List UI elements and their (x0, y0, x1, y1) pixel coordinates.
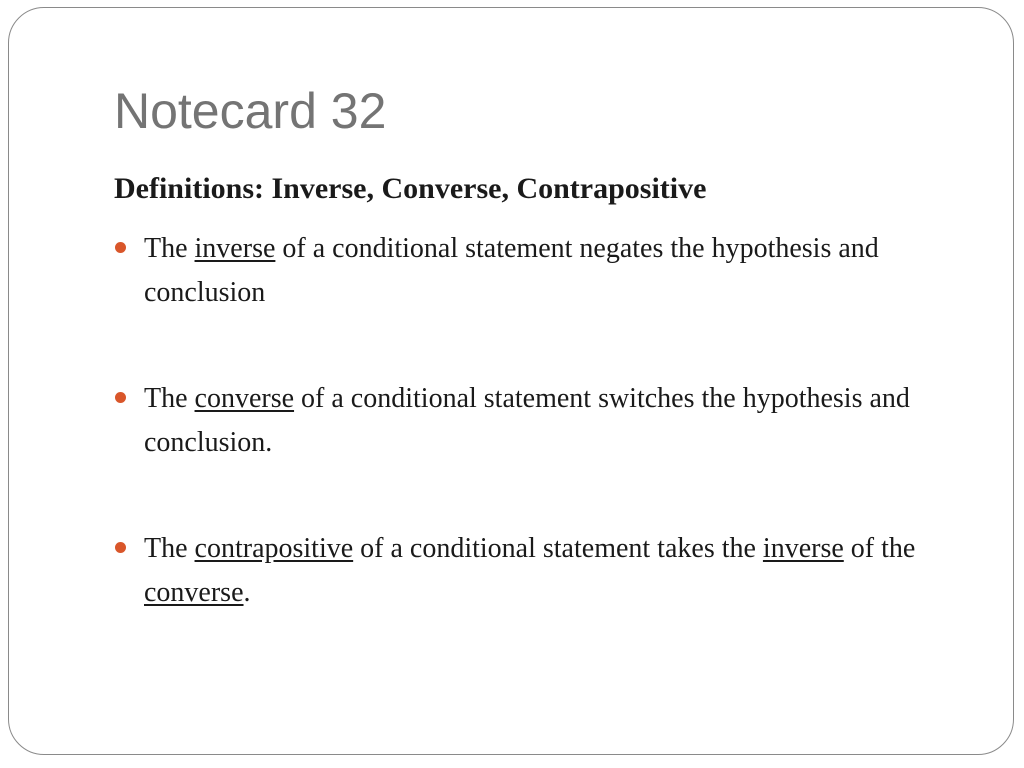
term-inverse: inverse (194, 233, 276, 264)
term-contrapositive: contrapositive (194, 533, 354, 564)
term-converse: converse (194, 383, 295, 414)
bullet-item-inverse (114, 227, 974, 315)
bullet-text: of a conditional statement takes the (353, 533, 763, 564)
bullet-text: of a conditional statement switches the hypothesis and conclusion. (144, 383, 910, 458)
bullet-item-converse (114, 377, 974, 465)
slide-subtitle: Definitions: Inverse, Converse, Contrapositive (114, 172, 707, 205)
bullet-text: of the (843, 533, 916, 564)
bullet-text: The (144, 233, 195, 264)
term-inverse: inverse (762, 533, 844, 564)
bullet-list (114, 227, 974, 677)
bullet-dot-icon (115, 542, 126, 553)
term-converse: converse (144, 577, 244, 608)
bullet-dot-icon (115, 242, 126, 253)
bullet-dot-icon (115, 392, 126, 403)
bullet-text: The (144, 383, 195, 414)
bullet-item-contrapositive (114, 527, 974, 615)
bullet-text: . (243, 577, 251, 608)
bullet-text: The (144, 533, 195, 564)
bullet-text: of a conditional statement negates the hypothesis and conclusion (144, 233, 879, 308)
slide-title: Notecard 32 (114, 83, 387, 139)
